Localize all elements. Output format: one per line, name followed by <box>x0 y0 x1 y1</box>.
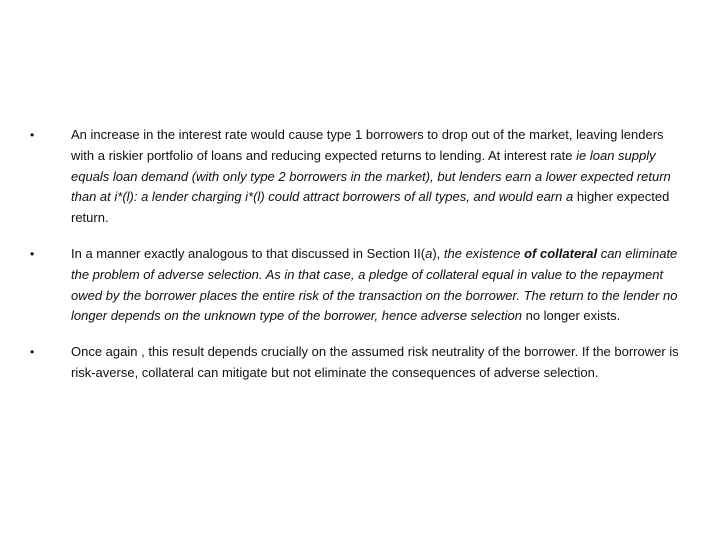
text-segment-italic: a <box>425 245 433 261</box>
text-segment-bold-italic: of collateral <box>524 245 598 261</box>
bullet-item-3 <box>30 342 690 384</box>
bullet-list <box>30 125 690 399</box>
bullet-text <box>71 127 671 225</box>
text-segment: In a manner exactly analogous to that discussed in Section II( <box>71 245 426 261</box>
bullet-item-1 <box>30 125 690 229</box>
bullet-text <box>71 246 678 323</box>
text-segment: Once again , this result depends crucially on the assumed risk neutrality of the borrower. If the borrower is risk-averse, collateral can mitigate but not eliminate the consequences of adverse selection. <box>71 344 679 380</box>
bullet-text <box>71 344 679 380</box>
text-segment: An increase in the interest rate would cause type 1 borrowers to drop out of the market, leaving lenders with a riskier portfolio of loans and reducing expected returns to lending. At interest rate <box>71 127 664 163</box>
text-segment: higher expected return. <box>71 189 670 226</box>
text-segment: ), <box>432 245 444 261</box>
bullet-item-2 <box>30 244 690 327</box>
bullet-marker: • <box>30 345 35 360</box>
text-segment-italic: can eliminate the problem of adverse selection. As in that case, a pledge of collateral equal in value to the repayment owed by the borrower places the entire risk of the transaction on the borrower. The return to the lender no longer depends on the unknown type of the borrower, hence adverse selection <box>71 245 678 324</box>
text-segment: no longer exists. <box>525 308 621 324</box>
bullet-marker: • <box>30 128 35 142</box>
bullet-marker: • <box>30 246 35 261</box>
text-segment-italic: ie loan supply equals loan demand (with only type 2 borrowers in the market), but lenders earn a lower expected return than at i*(l): a lender charging i*(l) could attract borrowers of all types, and would earn a <box>71 147 671 205</box>
text-segment-italic: the existence <box>443 245 525 261</box>
